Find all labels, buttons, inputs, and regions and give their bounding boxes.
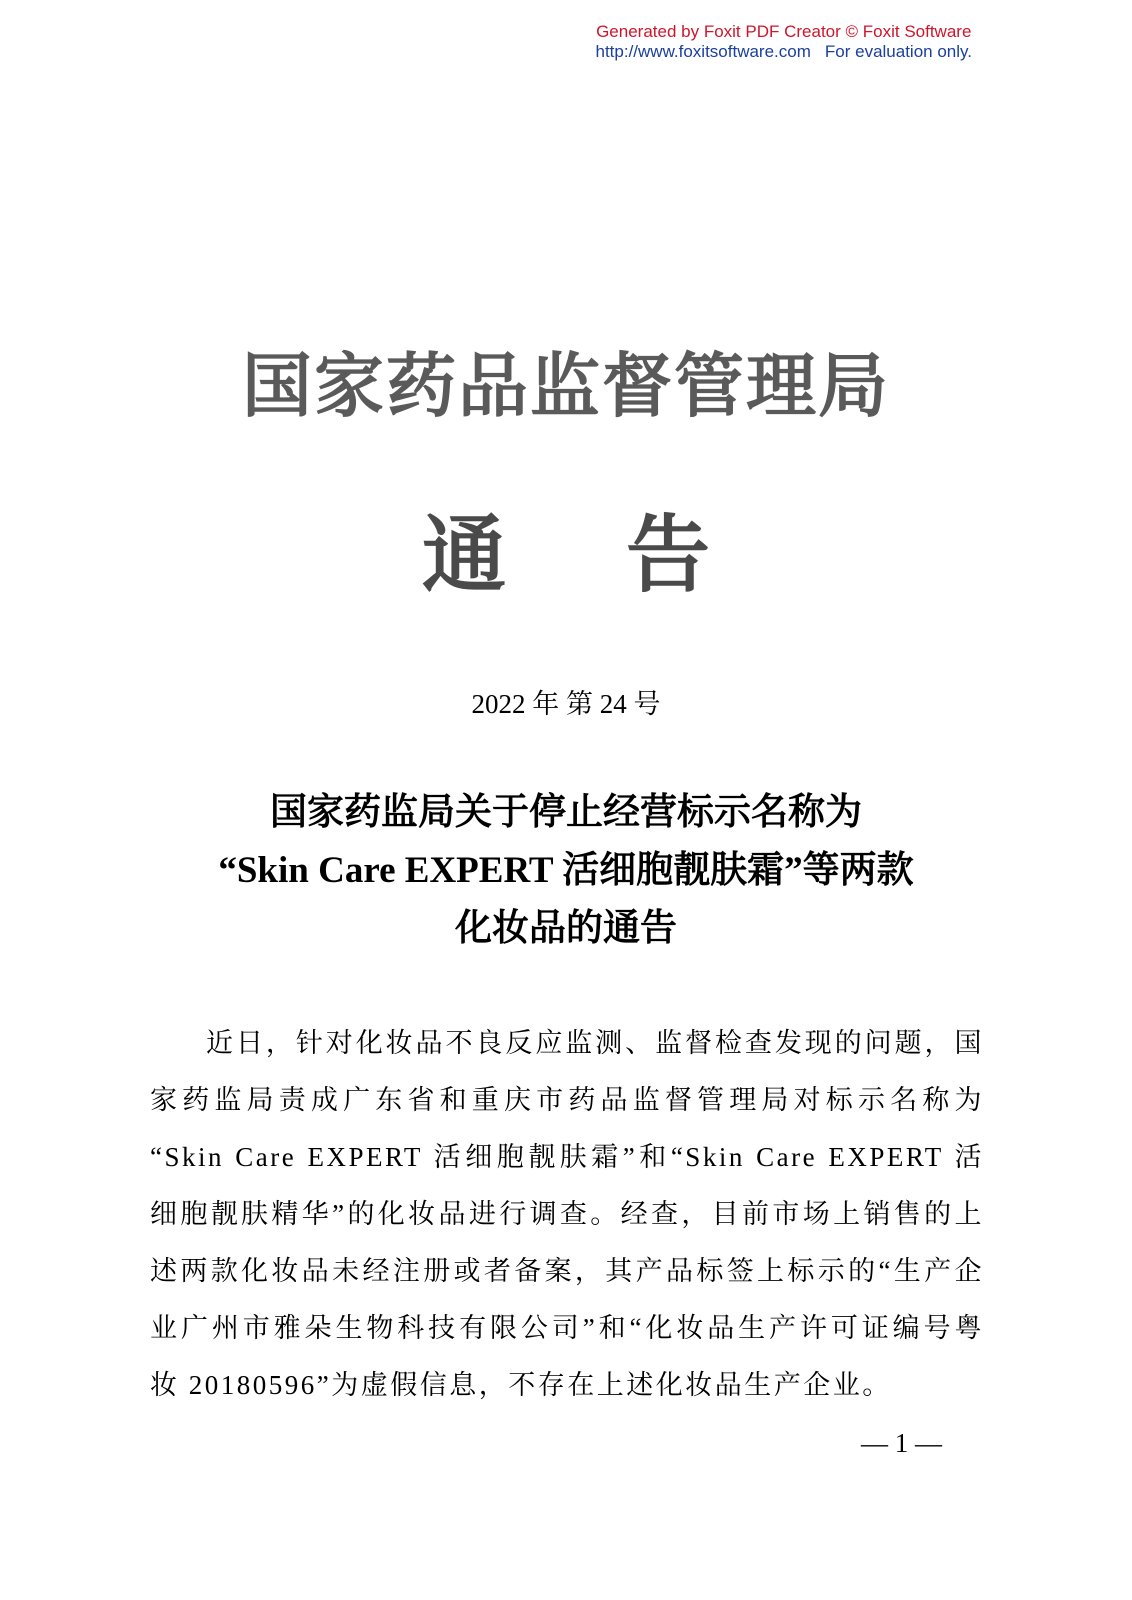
title-line: 化妆品的通告	[455, 908, 677, 949]
page-number: — 1 —	[861, 1428, 942, 1458]
document-number: 2022 年 第 24 号	[471, 689, 661, 719]
notice-title	[150, 784, 982, 958]
body-line: 近日，针对化妆品不良反应监测、监督检查发现的问题，国	[206, 1028, 984, 1058]
body-line: 述两款化妆品未经注册或者备案，其产品标签上标示的“生产企	[150, 1256, 984, 1286]
foxit-watermark	[595, 22, 972, 62]
title-line: “Skin Care EXPERT 活细胞靓肤霜”等两款	[218, 850, 914, 891]
agency-name-heading: 国家药品监督管理局	[242, 344, 890, 427]
watermark-line1: Generated by Foxit PDF Creator © Foxit Software	[596, 22, 972, 41]
watermark-note: For evaluation only.	[824, 42, 972, 61]
body-line: “Skin Care EXPERT 活细胞靓肤霜”和“Skin Care EXPERT 活	[150, 1142, 984, 1172]
notice-heading: 通告	[421, 505, 830, 604]
watermark-line2	[595, 42, 972, 62]
body-line: 家药监局责成广东省和重庆市药品监督管理局对标示名称为	[150, 1085, 984, 1115]
watermark-url: http://www.foxitsoftware.com	[595, 42, 811, 61]
body-line: 业广州市雅朵生物科技有限公司”和“化妆品生产许可证编号粤	[150, 1313, 984, 1343]
body-line: 细胞靓肤精华”的化妆品进行调查。经查，目前市场上销售的上	[150, 1199, 984, 1229]
body-paragraph	[150, 1015, 984, 1414]
body-line: 妆 20180596”为虚假信息，不存在上述化妆品生产企业。	[150, 1370, 892, 1400]
title-line: 国家药监局关于停止经营标示名称为	[270, 792, 862, 833]
